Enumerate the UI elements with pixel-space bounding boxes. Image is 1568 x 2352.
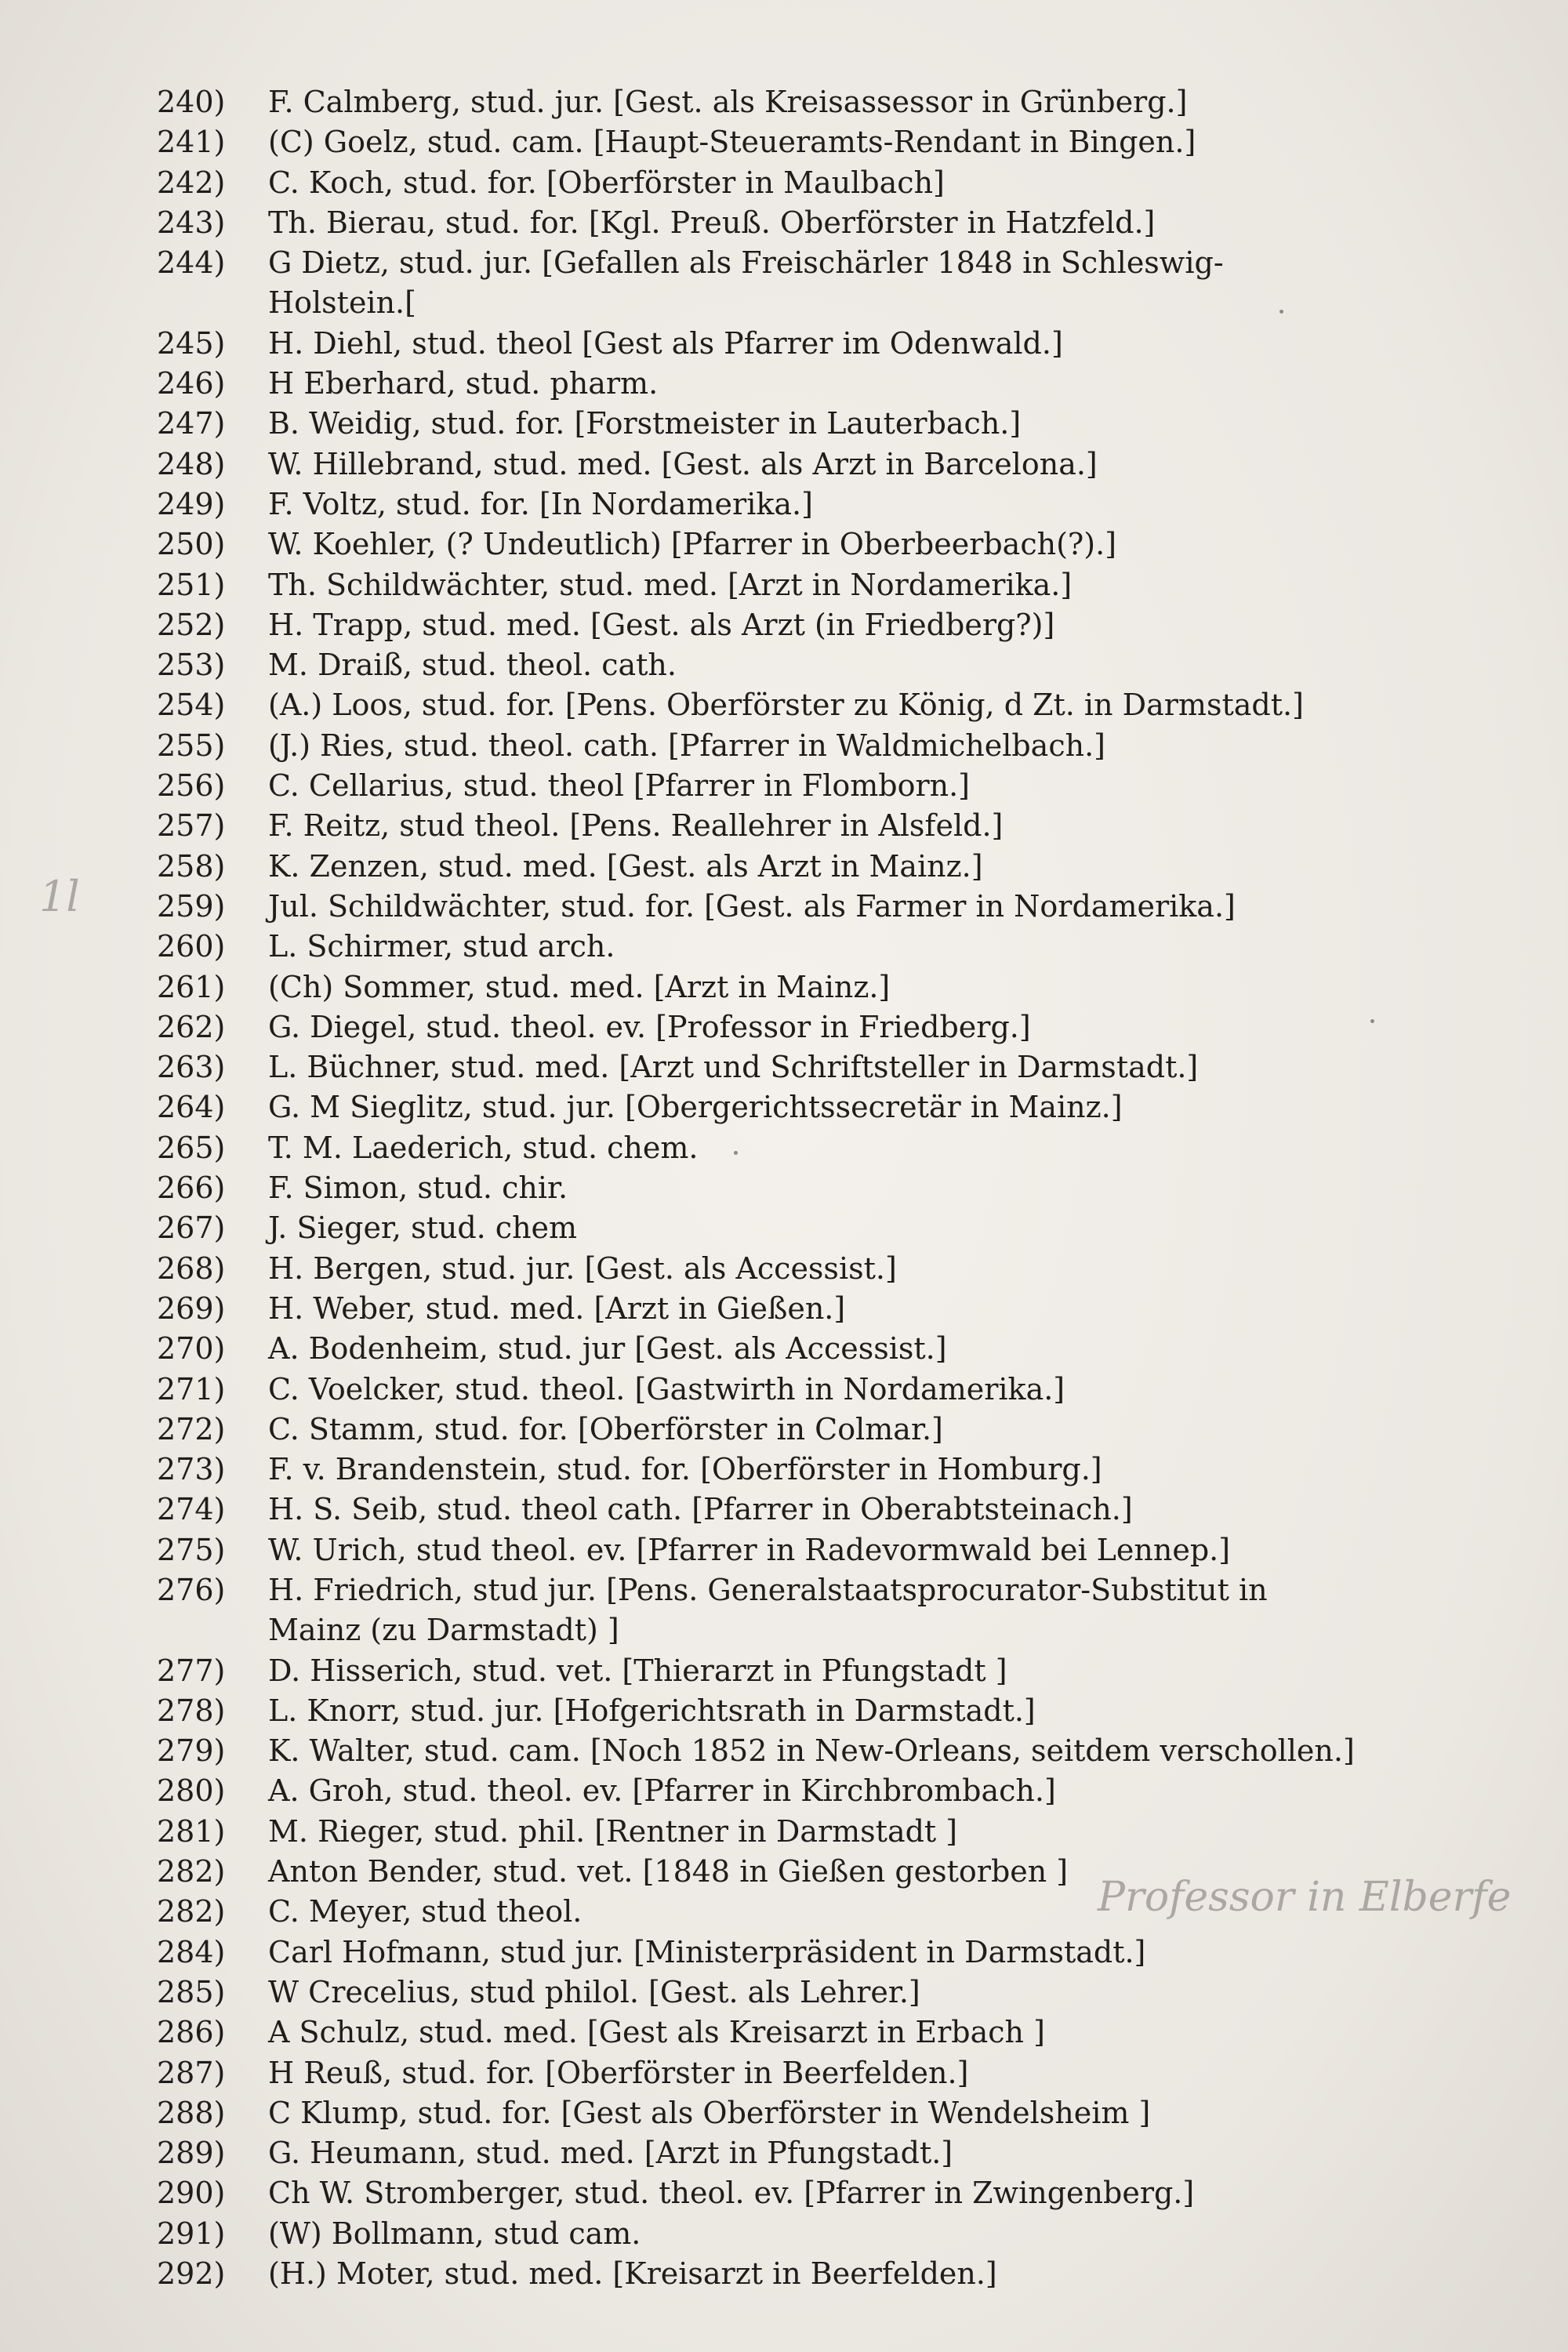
entry-text: B. Weidig, stud. for. [Forstmeister in Lauterbach.] <box>268 406 1022 441</box>
list-item <box>157 2254 1505 2294</box>
entry-number: 268) <box>157 1250 226 1286</box>
list-item <box>157 2013 1505 2053</box>
entry-text: F. v. Brandenstein, stud. for. [Oberförster in Homburg.] <box>268 1452 1102 1487</box>
entry-number: 278) <box>157 1693 226 1728</box>
entry-number: 242) <box>157 165 226 200</box>
list-item <box>157 1410 1505 1450</box>
entry-number: 286) <box>157 2015 226 2050</box>
list-item <box>157 1249 1505 1289</box>
list-item <box>157 1651 1505 1691</box>
list-item <box>157 1087 1505 1127</box>
entry-text: L. Knorr, stud. jur. [Hofgerichtsrath in Darmstadt.] <box>268 1693 1036 1728</box>
continuation-indent <box>157 283 268 323</box>
entry-number: 282) <box>157 1894 226 1929</box>
entry-text: G. Heumann, stud. med. [Arzt in Pfungstadt.] <box>268 2136 953 2171</box>
entry-text: (J.) Ries, stud. theol. cath. [Pfarrer in Waldmichelbach.] <box>268 728 1105 763</box>
entry-text: (A.) Loos, stud. for. [Pens. Oberförster zu König, d Zt. in Darmstadt.] <box>268 688 1304 723</box>
entry-text: K. Zenzen, stud. med. [Gest. als Arzt in Mainz.] <box>268 848 983 884</box>
entry-number: 263) <box>157 1050 226 1085</box>
entry-number: 259) <box>157 888 226 924</box>
list-item <box>157 1450 1505 1490</box>
entry-text: H. Weber, stud. med. [Arzt in Gießen.] <box>268 1290 846 1326</box>
entry-text: C. Meyer, stud theol. <box>268 1894 583 1929</box>
list-item <box>157 605 1505 645</box>
entry-number: 249) <box>157 486 226 521</box>
list-item <box>157 445 1505 485</box>
list-item <box>157 1973 1505 2013</box>
entry-number: 270) <box>157 1331 226 1367</box>
entry-text: C. Stamm, stud. for. [Oberförster in Colmar.] <box>268 1411 943 1446</box>
list-item <box>157 524 1505 564</box>
entry-text: M. Draiß, stud. theol. cath. <box>268 648 677 683</box>
entry-number: 245) <box>157 325 226 361</box>
entry-number: 285) <box>157 1974 226 2009</box>
list-item <box>157 82 1505 122</box>
entry-text: A. Groh, stud. theol. ev. [Pfarrer in Kirchbrombach.] <box>268 1773 1056 1809</box>
entry-number: 289) <box>157 2136 226 2171</box>
entry-number: 254) <box>157 688 226 723</box>
entry-text: (Ch) Sommer, stud. med. [Arzt in Mainz.] <box>268 969 891 1004</box>
list-item <box>157 1933 1505 1973</box>
list-item <box>157 2133 1505 2173</box>
speck <box>734 1151 738 1155</box>
list-item <box>157 1731 1505 1771</box>
entry-number: 248) <box>157 446 226 481</box>
entry-text: A. Bodenheim, stud. jur [Gest. als Accessist.] <box>268 1331 947 1367</box>
entry-text: Th. Schildwächter, stud. med. [Arzt in Nordamerika.] <box>268 567 1073 602</box>
entry-number: 257) <box>157 808 226 844</box>
entry-text: W. Koehler, (? Undeutlich) [Pfarrer in Oberbeerbach(?).] <box>268 527 1117 562</box>
entry-text: C. Koch, stud. for. [Oberförster in Maulbach] <box>268 165 945 200</box>
list-item <box>157 1329 1505 1369</box>
entry-text: W. Hillebrand, stud. med. [Gest. als Arzt in Barcelona.] <box>268 446 1098 481</box>
list-item <box>157 1208 1505 1248</box>
entry-text: (W) Bollmann, stud cam. <box>268 2216 641 2251</box>
list-item <box>157 967 1505 1007</box>
list-item <box>157 2093 1505 2133</box>
entry-text: L. Schirmer, stud arch. <box>268 929 615 964</box>
list-item <box>157 2173 1505 2213</box>
entry-number: 266) <box>157 1171 226 1206</box>
entry-number: 253) <box>157 648 226 683</box>
entry-number: 271) <box>157 1371 226 1406</box>
list-item <box>157 1812 1505 1852</box>
entry-number: 250) <box>157 527 226 562</box>
entry-text: H. Friedrich, stud jur. [Pens. Generalstaatsprocurator-Substitut in <box>268 1572 1268 1607</box>
entry-number: 272) <box>157 1411 226 1446</box>
list-item <box>157 1007 1505 1047</box>
list-item <box>157 847 1505 887</box>
list-item <box>157 1128 1505 1168</box>
member-list <box>157 82 1505 2294</box>
handwritten-margin-mark: 1l <box>39 872 80 921</box>
entry-number: 252) <box>157 607 226 642</box>
entry-number: 267) <box>157 1210 226 1246</box>
entry-text: G. M Sieglitz, stud. jur. [Obergerichtssecretär in Mainz.] <box>268 1090 1123 1125</box>
entry-text: W. Urich, stud theol. ev. [Pfarrer in Radevormwald bei Lennep.] <box>268 1532 1231 1567</box>
entry-number: 284) <box>157 1934 226 1969</box>
list-item <box>157 806 1505 846</box>
entry-text: Jul. Schildwächter, stud. for. [Gest. als Farmer in Nordamerika.] <box>268 888 1236 924</box>
entry-text: C Klump, stud. for. [Gest als Oberförster in Wendelsheim ] <box>268 2095 1151 2130</box>
entry-number: 265) <box>157 1130 226 1165</box>
entry-text: H Eberhard, stud. pharm. <box>268 366 659 401</box>
entry-text: L. Büchner, stud. med. [Arzt und Schriftsteller in Darmstadt.] <box>268 1050 1199 1085</box>
list-item <box>157 1047 1505 1087</box>
list-item <box>157 565 1505 605</box>
list-item <box>157 927 1505 967</box>
entry-text: Anton Bender, stud. vet. [1848 in Gießen gestorben ] <box>268 1854 1069 1889</box>
entry-text: G Dietz, stud. jur. [Gefallen als Freischärler 1848 in Schleswig- <box>268 245 1224 281</box>
entry-number: 291) <box>157 2216 226 2251</box>
list-item <box>157 1168 1505 1208</box>
entry-text: H. Bergen, stud. jur. [Gest. als Accessist.] <box>268 1250 897 1286</box>
entry-number: 256) <box>157 768 226 804</box>
entry-number: 260) <box>157 929 226 964</box>
entry-number: 290) <box>157 2176 226 2211</box>
entry-number: 251) <box>157 567 226 602</box>
entry-text: M. Rieger, stud. phil. [Rentner in Darmstadt ] <box>268 1813 958 1849</box>
entry-number: 264) <box>157 1090 226 1125</box>
entry-text: H. Trapp, stud. med. [Gest. als Arzt (in Friedberg?)] <box>268 607 1055 642</box>
entry-number: 243) <box>157 205 226 240</box>
entry-text: Ch W. Stromberger, stud. theol. ev. [Pfarrer in Zwingenberg.] <box>268 2176 1195 2211</box>
entry-text: D. Hisserich, stud. vet. [Thierarzt in Pfungstadt ] <box>268 1653 1007 1688</box>
entry-number: 276) <box>157 1572 226 1607</box>
entry-continuation-text: Holstein.[ <box>268 285 416 321</box>
entry-number: 273) <box>157 1452 226 1487</box>
entry-text: C. Cellarius, stud. theol [Pfarrer in Flomborn.] <box>268 768 970 804</box>
entry-text: Th. Bierau, stud. for. [Kgl. Preuß. Oberförster in Hatzfeld.] <box>268 205 1156 240</box>
list-item <box>157 404 1505 444</box>
entry-text: W Crecelius, stud philol. [Gest. als Lehrer.] <box>268 1974 920 2009</box>
list-item <box>157 2053 1505 2093</box>
entry-number: 241) <box>157 125 226 160</box>
entry-number: 275) <box>157 1532 226 1567</box>
entry-text: C. Voelcker, stud. theol. [Gastwirth in Nordamerika.] <box>268 1371 1065 1406</box>
entry-text: (C) Goelz, stud. cam. [Haupt-Steueramts-Rendant in Bingen.] <box>268 125 1196 160</box>
list-item <box>157 122 1505 162</box>
continuation-indent <box>157 1610 268 1650</box>
entry-number: 246) <box>157 366 226 401</box>
entry-number: 262) <box>157 1009 226 1044</box>
entry-number: 261) <box>157 969 226 1004</box>
list-item <box>157 1570 1505 1610</box>
entry-number: 282) <box>157 1854 226 1889</box>
entry-text: H Reuß, stud. for. [Oberförster in Beerfelden.] <box>268 2055 969 2090</box>
entry-text: Carl Hofmann, stud jur. [Ministerpräsident in Darmstadt.] <box>268 1934 1146 1969</box>
list-item <box>157 1530 1505 1570</box>
entry-text: A Schulz, stud. med. [Gest als Kreisarzt in Erbach ] <box>268 2015 1045 2050</box>
entry-number: 287) <box>157 2055 226 2090</box>
entry-text: K. Walter, stud. cam. [Noch 1852 in New-Orleans, seitdem verschollen.] <box>268 1733 1355 1769</box>
list-item <box>157 203 1505 243</box>
entry-number: 292) <box>157 2256 226 2292</box>
entry-continuation-text: Mainz (zu Darmstadt) ] <box>268 1613 619 1648</box>
entry-text: J. Sieger, stud. chem <box>268 1210 578 1246</box>
list-item <box>157 2214 1505 2254</box>
entry-text: F. Reitz, stud theol. [Pens. Reallehrer in Alsfeld.] <box>268 808 1004 844</box>
handwritten-correction: Professor in Elberfe <box>1098 1874 1512 1921</box>
entry-text: T. M. Laederich, stud. chem. <box>268 1130 699 1165</box>
list-item <box>157 364 1505 404</box>
list-item <box>157 1289 1505 1329</box>
speck <box>1279 310 1283 314</box>
entry-number: 258) <box>157 848 226 884</box>
list-item <box>157 163 1505 203</box>
list-item <box>157 485 1505 524</box>
list-item <box>157 685 1505 725</box>
entry-number: 281) <box>157 1813 226 1849</box>
list-item <box>157 1771 1505 1811</box>
entry-number: 277) <box>157 1653 226 1688</box>
list-item <box>157 645 1505 685</box>
entry-text: F. Simon, stud. chir. <box>268 1171 568 1206</box>
entry-number: 244) <box>157 245 226 281</box>
list-item <box>157 1370 1505 1410</box>
list-item <box>157 726 1505 766</box>
entry-number: 255) <box>157 728 226 763</box>
entry-number: 288) <box>157 2095 226 2130</box>
entry-text: F. Calmberg, stud. jur. [Gest. als Kreisassessor in Grünberg.] <box>268 85 1188 119</box>
list-item <box>157 887 1505 927</box>
entry-text: H. S. Seib, stud. theol cath. [Pfarrer in Oberabtsteinach.] <box>268 1492 1133 1527</box>
entry-text: G. Diegel, stud. theol. ev. [Professor in Friedberg.] <box>268 1009 1031 1044</box>
entry-number: 279) <box>157 1733 226 1769</box>
entry-number: 274) <box>157 1492 226 1527</box>
list-item <box>157 243 1505 283</box>
entry-number: 269) <box>157 1290 226 1326</box>
list-item-continuation <box>157 1610 1505 1650</box>
entry-text: (H.) Moter, stud. med. [Kreisarzt in Beerfelden.] <box>268 2256 997 2292</box>
entry-text: H. Diehl, stud. theol [Gest als Pfarrer im Odenwald.] <box>268 325 1063 361</box>
entry-number: 240) <box>157 85 226 119</box>
entry-number: 247) <box>157 406 226 441</box>
list-item <box>157 1490 1505 1530</box>
list-item <box>157 324 1505 364</box>
speck <box>1370 1019 1374 1023</box>
list-item <box>157 766 1505 806</box>
list-item-continuation <box>157 283 1505 323</box>
list-item <box>157 1691 1505 1731</box>
entry-number: 280) <box>157 1773 226 1809</box>
entry-text: F. Voltz, stud. for. [In Nordamerika.] <box>268 486 813 521</box>
